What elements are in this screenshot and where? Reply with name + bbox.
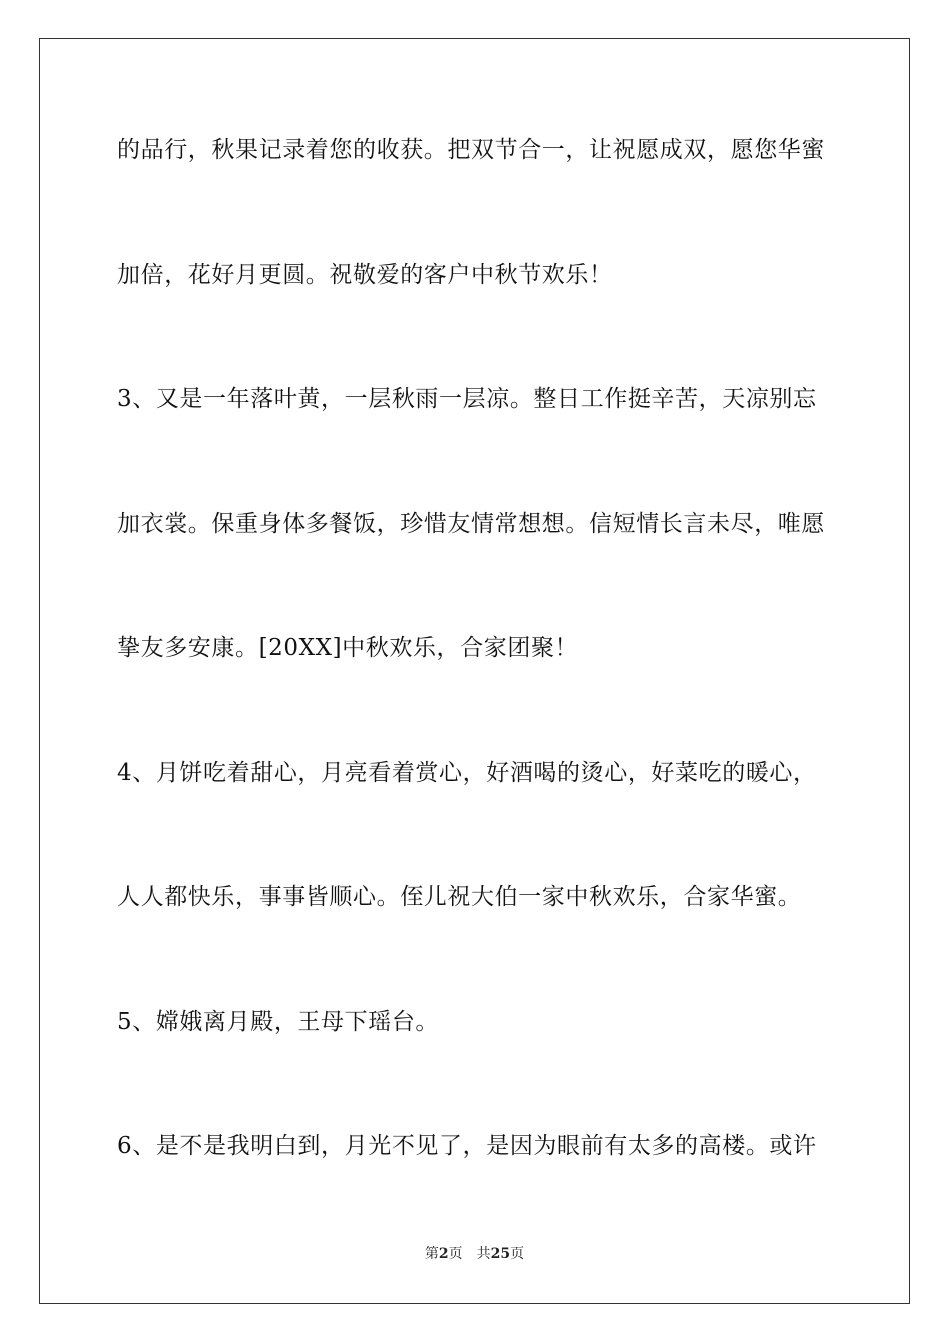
text-line: 人人都快乐，事事皆顺心。侄儿祝大伯一家中秋欢乐，合家华蜜。 (117, 884, 802, 910)
page-prefix: 第 (424, 1246, 439, 1262)
total-prefix: 共 (476, 1246, 491, 1262)
text-line: 加衣裳。保重身体多餐饭，珍惜友情常想想。信短情长言未尽，唯愿 (117, 511, 825, 537)
page-footer (40, 1245, 909, 1263)
page-frame (39, 38, 910, 1304)
text-line: 加倍，花好月更圆。祝敬爱的客户中秋节欢乐！ (117, 262, 613, 288)
text-line: 6、是不是我明白到，月光不见了，是因为眼前有太多的高楼。或许 (117, 1133, 817, 1159)
page-suffix: 页 (448, 1246, 463, 1262)
total-pages: 25 (490, 1246, 511, 1262)
page-number: 2 (438, 1246, 449, 1262)
total-suffix: 页 (510, 1246, 525, 1262)
text-line: 5、嫦娥离月殿，王母下瑶台。 (117, 1009, 440, 1035)
text-line: 4、月饼吃着甜心，月亮看着赏心，好酒喝的烫心，好菜吃的暖心， (117, 760, 817, 786)
text-line: 的品行，秋果记录着您的收获。把双节合一，让祝愿成双，愿您华蜜 (117, 137, 825, 163)
text-line: 3、又是一年落叶黄，一层秋雨一层凉。整日工作挺辛苦，天凉别忘 (117, 386, 817, 412)
text-line: 挚友多安康。[20XX]中秋欢乐，合家团聚！ (117, 635, 579, 661)
